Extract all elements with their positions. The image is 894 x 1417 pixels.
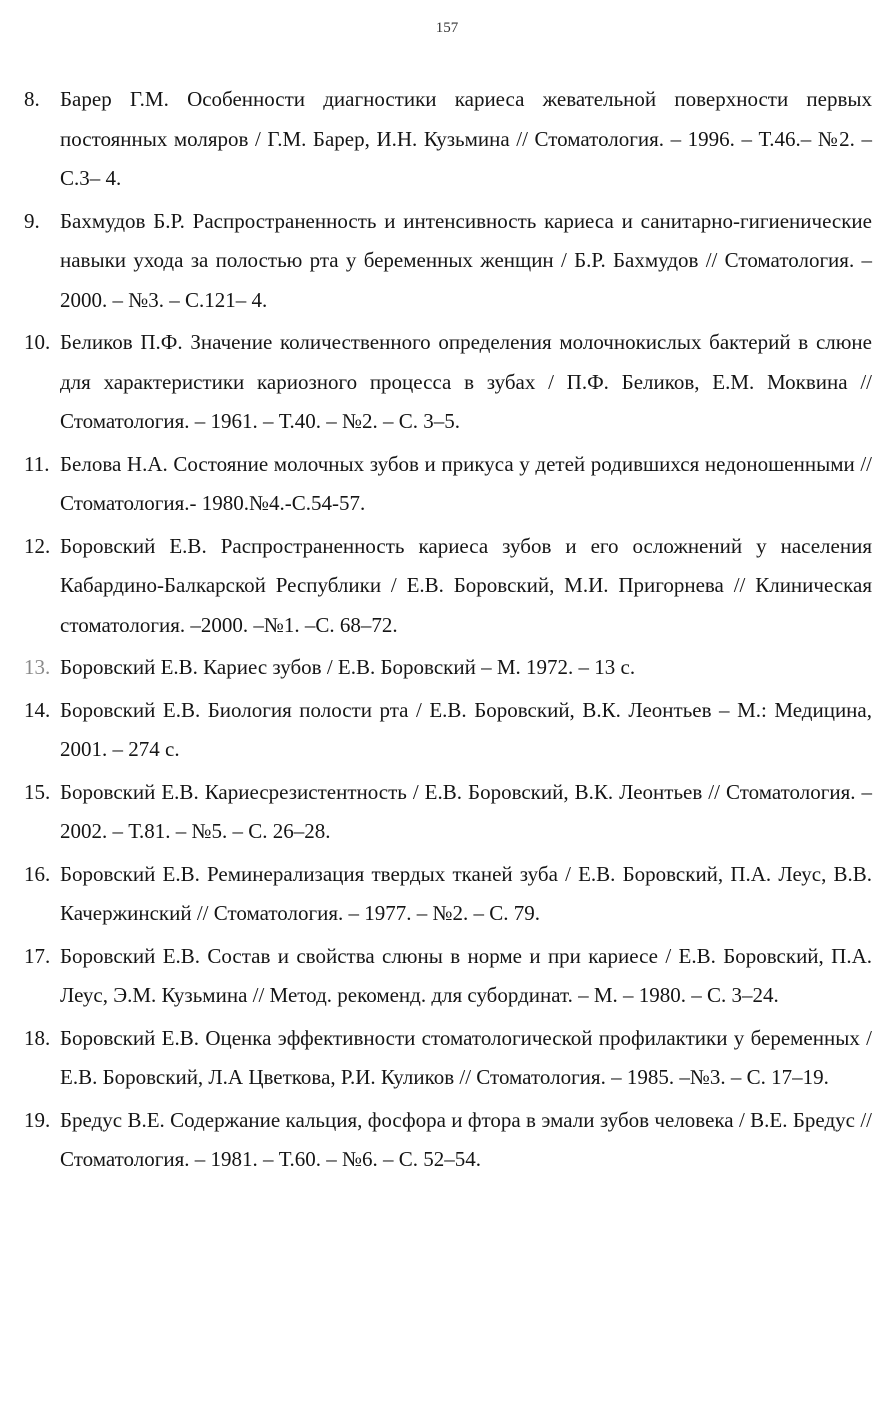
- reference-item: [24, 1019, 872, 1098]
- reference-item: [24, 527, 872, 646]
- page-number: 157: [435, 20, 459, 36]
- reference-text: Боровский Е.В. Кариес зубов / Е.В. Боровский – М. 1972. – 13 с.: [60, 655, 636, 679]
- reference-text: Боровский Е.В. Кариесрезистентность / Е.В. Боровский, В.К. Леонтьев // Стоматология. – 2002. – Т.81. – №5. – С. 26–28.: [60, 779, 872, 843]
- reference-text: Бахмудов Б.Р. Распространенность и интенсивность кариеса и санитарно-гигиенические навыки ухода за полостью рта у беременных женщин / Б.Р. Бахмудов // Стоматология. – 2000. – №3. – С.121– 4.: [60, 208, 872, 312]
- reference-item: [24, 323, 872, 442]
- reference-number: 18.: [24, 1025, 51, 1050]
- reference-text: Боровский Е.В. Состав и свойства слюны в норме и при кариесе / Е.В. Боровский, П.А. Леус, Э.М. Кузьмина // Метод. рекоменд. для субординат. – М. – 1980. – С. 3–24.: [60, 943, 872, 1007]
- reference-item: [24, 202, 872, 321]
- reference-text: Боровский Е.В. Реминерализация твердых тканей зуба / Е.В. Боровский, П.А. Леус, В.В. Качержинский // Стоматология. – 1977. – №2. – С. 79.: [60, 861, 872, 925]
- reference-number: 15.: [24, 779, 51, 804]
- reference-number: 11.: [24, 451, 50, 476]
- reference-number: 16.: [24, 861, 51, 886]
- reference-item: [24, 445, 872, 524]
- reference-number: 10.: [24, 330, 51, 354]
- reference-number: 19.: [24, 1107, 51, 1132]
- reference-item: [24, 80, 872, 199]
- reference-number: 17.: [24, 943, 51, 968]
- reference-item: [24, 937, 872, 1016]
- reference-text: Барер Г.М. Особенности диагностики кариеса жевательной поверхности первых постоянных моляров / Г.М. Барер, И.Н. Кузьмина // Стоматология. – 1996. – Т.46.– №2. – С.3– 4.: [60, 87, 872, 190]
- reference-item: [24, 648, 872, 688]
- reference-item: [24, 691, 872, 770]
- reference-text: Боровский Е.В. Распространенность кариеса зубов и его осложнений у населения Кабардино-Балкарской Республики / Е.В. Боровский, М.И. Пригорнева // Клиническая стоматология. –2000. –№1. –С. 68–72.: [60, 533, 872, 637]
- reference-number: 12.: [24, 533, 51, 558]
- reference-text: Беликов П.Ф. Значение количественного определения молочнокислых бактерий в слюне для характеристики кариозного процесса в зубах / П.Ф. Беликов, Е.М. Моквина // Стоматология. – 1961. – Т.40. – №2. – С. 3–5.: [60, 330, 872, 433]
- reference-number: 13.: [24, 655, 51, 679]
- reference-number: 9.: [24, 208, 40, 233]
- reference-item: [24, 773, 872, 852]
- reference-number: 14.: [24, 697, 51, 722]
- reference-text: Бредус В.Е. Содержание кальция, фосфора и фтора в эмали зубов человека / В.Е. Бредус // Стоматология. – 1981. – Т.60. – №6. – С. 52–54.: [60, 1107, 872, 1171]
- reference-item: [24, 855, 872, 934]
- reference-list: [24, 80, 872, 1183]
- reference-number: 8.: [24, 87, 40, 111]
- reference-text: Боровский Е.В. Биология полости рта / Е.В. Боровский, В.К. Леонтьев – М.: Медицина, 2001. – 274 с.: [60, 697, 872, 761]
- reference-item: [24, 1101, 872, 1180]
- reference-text: Боровский Е.В. Оценка эффективности стоматологической профилактики у беременных / Е.В. Боровский, Л.А Цветкова, Р.И. Куликов // Стоматология. – 1985. –№3. – С. 17–19.: [60, 1025, 872, 1089]
- reference-text: Белова Н.А. Состояние молочных зубов и прикуса у детей родившихся недоношенными // Стоматология.- 1980.№4.-С.54-57.: [60, 451, 872, 515]
